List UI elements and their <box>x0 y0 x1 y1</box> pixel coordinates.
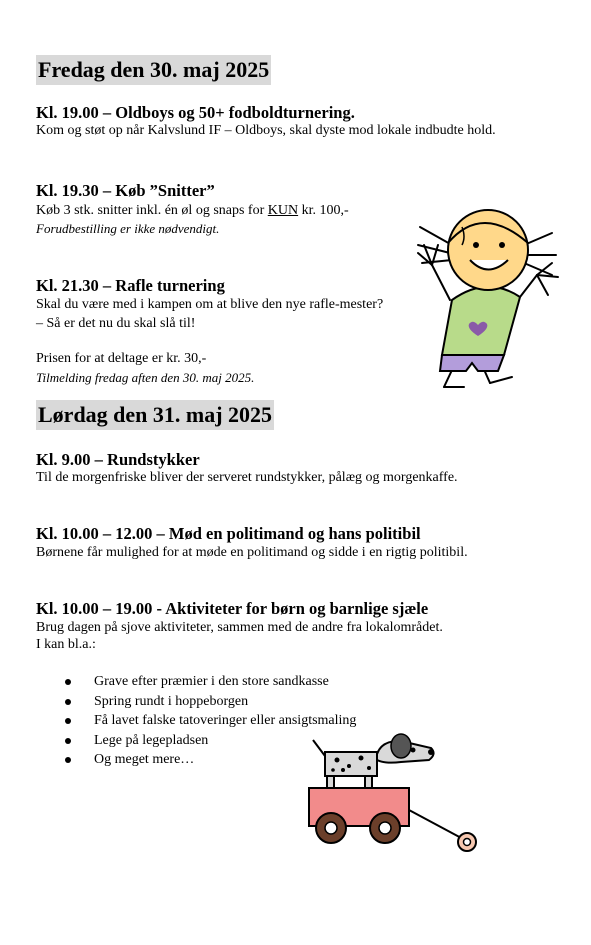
event-text: Børnene får mulighed for at møde en politimand og sidde i en rigtig politibil. <box>36 545 468 560</box>
list-item: Grave efter præmier i den store sandkasse <box>62 672 356 692</box>
event-heading: Kl. 19.30 – Køb ”Snitter” <box>36 181 215 200</box>
event-text: – Så er det nu du skal slå til! <box>36 316 196 331</box>
bullet-icon <box>65 757 71 763</box>
event-text: I kan bl.a.: <box>36 637 96 652</box>
bullet-icon <box>65 718 71 724</box>
event-heading: Kl. 19.00 – Oldboys og 50+ fodboldturnering. <box>36 103 355 122</box>
bullet-icon <box>65 738 71 744</box>
event-text: Køb 3 stk. snitter inkl. én øl og snaps for KUN kr. 100,- <box>36 203 349 218</box>
saturday-title: Lørdag den 31. maj 2025 <box>36 400 274 430</box>
event-price: Prisen for at deltage er kr. 30,- <box>36 351 207 366</box>
list-item: Få lavet falske tatoveringer eller ansigtsmaling <box>62 711 356 731</box>
event-text: Skal du være med i kampen om at blive den nye rafle-mester? <box>36 297 384 312</box>
list-item: Spring rundt i hoppeborgen <box>62 692 356 712</box>
event-heading: Kl. 21.30 – Rafle turnering <box>36 276 225 295</box>
event-heading: Kl. 10.00 – 19.00 - Aktiviteter for børn og barnlige sjæle <box>36 599 429 618</box>
girl-illustration <box>412 205 562 400</box>
event-heading: Kl. 10.00 – 12.00 – Mød en politimand og hans politibil <box>36 524 421 543</box>
event-note: Forudbestilling er ikke nødvendigt. <box>36 221 220 236</box>
bullet-icon <box>65 679 71 685</box>
event-text: Kom og støt op når Kalvslund IF – Oldboys, skal dyste mod lokale indbudte hold. <box>36 123 496 138</box>
event-note: Tilmelding fredag aften den 30. maj 2025. <box>36 370 255 385</box>
friday-title: Fredag den 30. maj 2025 <box>36 55 271 85</box>
event-heading: Kl. 9.00 – Rundstykker <box>36 450 200 469</box>
bullet-icon <box>65 699 71 705</box>
kun-emphasis: KUN <box>267 203 299 218</box>
event-text: Brug dagen på sjove aktiviteter, sammen med de andre fra lokalområdet. <box>36 620 443 635</box>
list-item: Lege på legepladsen <box>62 731 356 751</box>
event-text: Til de morgenfriske bliver der serveret rundstykker, pålæg og morgenkaffe. <box>36 470 458 485</box>
list-item: Og meget mere… <box>62 750 356 770</box>
dog-wagon-illustration <box>305 730 485 855</box>
